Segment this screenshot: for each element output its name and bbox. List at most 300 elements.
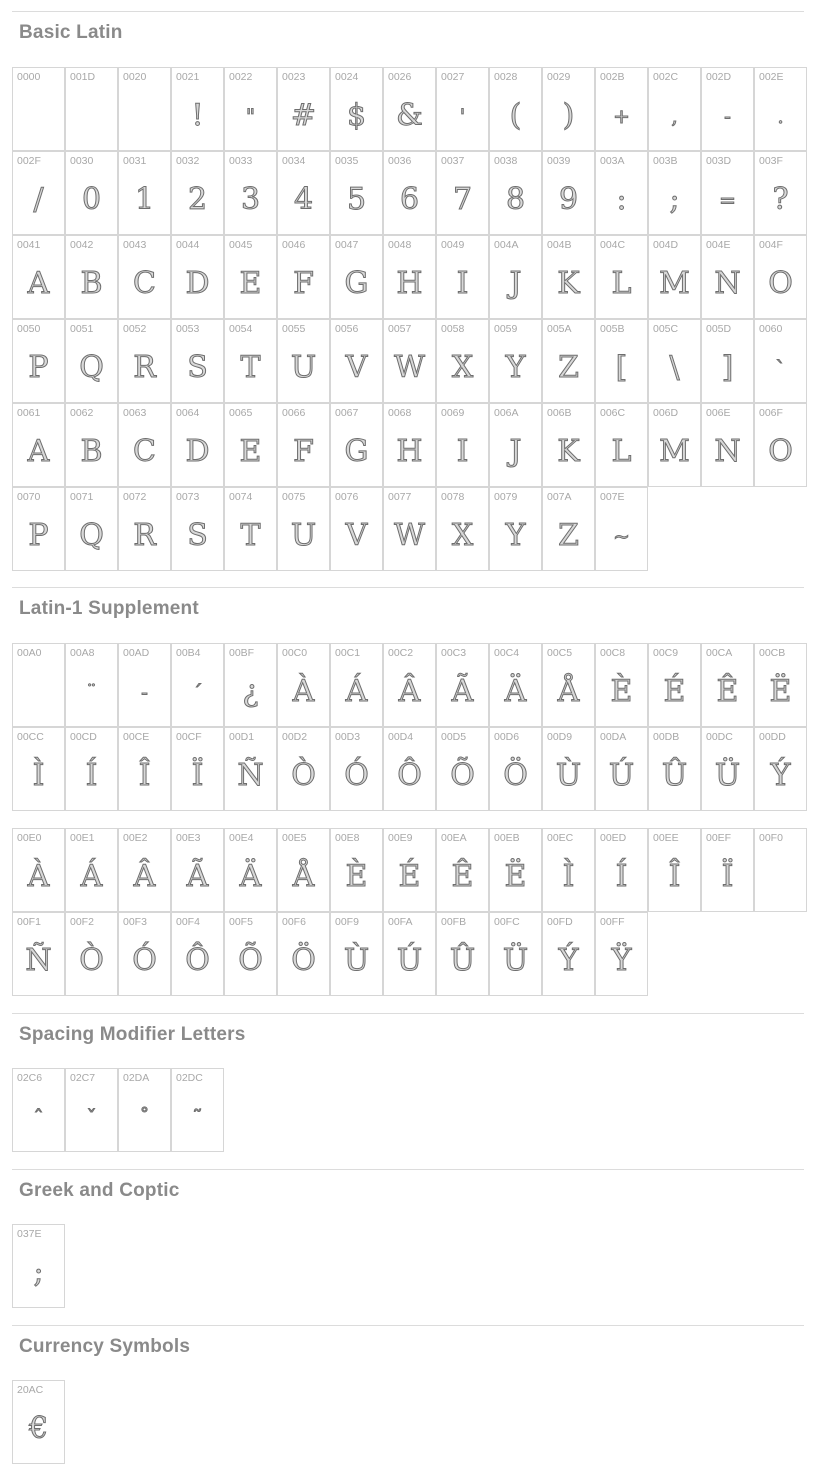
glyph-codepoint: 004A [494,239,519,251]
glyph-codepoint: 0020 [123,71,147,83]
glyph-cell[interactable] [489,319,542,403]
glyph-cell[interactable] [65,912,118,996]
glyph-codepoint: 0043 [123,239,147,251]
glyph-cell[interactable] [277,67,330,151]
glyph-preview: ! [191,98,204,133]
glyph-cell[interactable] [65,828,118,912]
glyph-cell[interactable] [436,643,489,727]
glyph-codepoint: 00F5 [229,916,253,928]
glyph-preview: ˆ [33,1105,44,1129]
glyph-codepoint: 0062 [70,407,94,419]
glyph-codepoint: 00DC [706,731,733,743]
glyph-preview [119,92,170,140]
glyph-cell[interactable] [595,487,648,571]
glyph-cell[interactable] [701,643,754,727]
glyph-codepoint: 00D3 [335,731,361,743]
glyph-codepoint: 0068 [388,407,412,419]
glyph-cell[interactable] [436,235,489,319]
glyph-cell[interactable] [542,319,595,403]
glyph-cell[interactable] [12,1380,65,1464]
glyph-codepoint: 0057 [388,323,412,335]
glyph-codepoint: 00D5 [441,731,467,743]
glyph-cell[interactable] [330,487,383,571]
glyph-cell[interactable] [65,67,118,151]
glyph-cell[interactable] [12,912,65,996]
glyph-preview: N [714,266,741,301]
glyph-preview: Z [558,518,579,553]
glyph-codepoint: 003A [600,155,625,167]
glyph-cell[interactable] [595,151,648,235]
glyph-cell[interactable] [648,403,701,487]
glyph-cell[interactable] [489,67,542,151]
glyph-cell[interactable] [65,235,118,319]
glyph-cell[interactable] [224,151,277,235]
glyph-cell[interactable] [12,235,65,319]
glyph-cell[interactable] [383,487,436,571]
glyph-preview [13,668,64,716]
glyph-cell[interactable] [595,828,648,912]
glyph-cell[interactable] [12,487,65,571]
glyph-cell[interactable] [542,828,595,912]
glyph-cell[interactable] [701,828,754,912]
glyph-preview: Ù [555,758,582,793]
section-divider [12,587,804,588]
glyph-cell[interactable] [12,1068,65,1152]
glyph-cell[interactable] [542,727,595,811]
glyph-preview: Í [85,758,98,793]
glyph-cell[interactable] [118,235,171,319]
glyph-preview: Ï [191,758,204,793]
glyph-cell[interactable] [171,1068,224,1152]
glyph-cell[interactable] [383,643,436,727]
glyph-preview: Y [505,350,526,385]
glyph-cell[interactable] [542,487,595,571]
glyph-codepoint: 0021 [176,71,200,83]
glyph-codepoint: 0074 [229,491,253,503]
glyph-cell[interactable] [224,67,277,151]
glyph-cell[interactable] [595,912,648,996]
glyph-cell[interactable] [65,151,118,235]
glyph-cell[interactable] [118,403,171,487]
glyph-codepoint: 0036 [388,155,412,167]
glyph-cell[interactable] [171,403,224,487]
glyph-cell[interactable] [701,235,754,319]
glyph-codepoint: 00FF [600,916,625,928]
glyph-cell[interactable] [65,319,118,403]
glyph-preview: , [671,104,678,128]
glyph-cell[interactable] [754,151,807,235]
glyph-cell[interactable] [701,403,754,487]
glyph-cell[interactable] [542,151,595,235]
glyph-codepoint: 0076 [335,491,359,503]
glyph-preview: C [133,434,156,469]
glyph-codepoint: 0066 [282,407,306,419]
glyph-cell[interactable] [277,912,330,996]
glyph-codepoint: 00F6 [282,916,306,928]
glyph-cell[interactable] [754,403,807,487]
glyph-cell[interactable] [12,727,65,811]
glyph-codepoint: 0046 [282,239,306,251]
glyph-cell[interactable] [12,151,65,235]
glyph-cell[interactable] [277,151,330,235]
glyph-cell[interactable] [489,727,542,811]
glyph-preview: J [509,266,522,301]
glyph-preview: Í [615,859,628,894]
glyph-cell[interactable] [118,487,171,571]
glyph-preview: ´ [192,680,203,704]
glyph-preview: Z [558,350,579,385]
glyph-preview: 6 [399,182,420,217]
glyph-cell[interactable] [489,403,542,487]
glyph-cell[interactable] [489,151,542,235]
glyph-cell[interactable] [118,828,171,912]
glyph-cell[interactable] [701,727,754,811]
glyph-preview: Å [292,859,315,894]
glyph-cell[interactable] [171,727,224,811]
glyph-cell[interactable] [277,643,330,727]
glyph-codepoint: 00C2 [388,647,414,659]
glyph-codepoint: 004F [759,239,783,251]
glyph-cell[interactable] [330,643,383,727]
glyph-cell[interactable] [224,727,277,811]
glyph-cell[interactable] [754,643,807,727]
glyph-cell[interactable] [12,828,65,912]
glyph-cell[interactable] [224,319,277,403]
glyph-cell[interactable] [330,912,383,996]
glyph-preview: 9 [558,182,579,217]
glyph-cell[interactable] [277,727,330,811]
glyph-cell[interactable] [330,235,383,319]
glyph-codepoint: 002F [17,155,41,167]
glyph-cell[interactable] [118,643,171,727]
glyph-preview: T [240,350,261,385]
glyph-cell[interactable] [65,403,118,487]
glyph-cell[interactable] [542,67,595,151]
glyph-codepoint: 005D [706,323,732,335]
glyph-cell[interactable] [118,151,171,235]
glyph-codepoint: 00CB [759,647,786,659]
glyph-preview: À [27,859,50,894]
glyph-codepoint: 002E [759,71,784,83]
glyph-preview: / [33,182,44,217]
glyph-codepoint: 0060 [759,323,783,335]
glyph-cell[interactable] [648,643,701,727]
glyph-cell[interactable] [12,403,65,487]
glyph-cell[interactable] [595,727,648,811]
glyph-cell[interactable] [436,403,489,487]
glyph-cell[interactable] [701,319,754,403]
glyph-preview: Î [138,758,151,793]
glyph-cell[interactable] [436,319,489,403]
glyph-cell[interactable] [12,67,65,151]
glyph-preview: Ë [769,674,792,709]
glyph-codepoint: 004E [706,239,731,251]
glyph-preview: Â [398,674,421,709]
glyph-cell[interactable] [648,828,701,912]
glyph-codepoint: 00C1 [335,647,361,659]
glyph-codepoint: 004C [600,239,626,251]
glyph-codepoint: 0077 [388,491,412,503]
glyph-preview: Ö [503,758,528,793]
glyph-codepoint: 0075 [282,491,306,503]
glyph-codepoint: 0027 [441,71,465,83]
glyph-cell[interactable] [595,67,648,151]
glyph-preview: Ì [32,758,45,793]
glyph-cell[interactable] [383,403,436,487]
glyph-cell[interactable] [383,319,436,403]
glyph-preview: ¿ [242,674,259,709]
glyph-cell[interactable] [489,235,542,319]
glyph-preview: I [456,266,469,301]
glyph-cell[interactable] [171,235,224,319]
glyph-cell[interactable] [754,235,807,319]
glyph-codepoint: 00F0 [759,832,783,844]
glyph-codepoint: 0022 [229,71,253,83]
glyph-cell[interactable] [171,828,224,912]
glyph-cell[interactable] [383,727,436,811]
glyph-codepoint: 0061 [17,407,41,419]
glyph-preview [755,853,806,901]
glyph-cell[interactable] [12,643,65,727]
glyph-preview: Õ [450,758,475,793]
glyph-cell[interactable] [436,828,489,912]
glyph-codepoint: 02DA [123,1072,150,1084]
glyph-codepoint: 00D2 [282,731,308,743]
glyph-codepoint: 0042 [70,239,94,251]
glyph-cell[interactable] [754,67,807,151]
glyph-cell[interactable] [648,727,701,811]
glyph-cell[interactable] [489,487,542,571]
glyph-codepoint: 0028 [494,71,518,83]
glyph-codepoint: 00D6 [494,731,520,743]
glyph-preview: I [456,434,469,469]
glyph-preview: ˚ [139,1105,150,1129]
glyph-preview: Ó [132,943,157,978]
glyph-cell[interactable] [436,151,489,235]
glyph-preview: + [613,104,630,128]
glyph-cell[interactable] [383,828,436,912]
glyph-preview: Ú [608,758,635,793]
glyph-codepoint: 0069 [441,407,465,419]
glyph-preview: Ý [770,758,791,793]
glyph-cell[interactable] [224,643,277,727]
section-title: Spacing Modifier Letters [19,1024,246,1045]
glyph-codepoint: 00E3 [176,832,201,844]
glyph-cell[interactable] [383,912,436,996]
glyph-preview: T [240,518,261,553]
glyph-codepoint: 00F1 [17,916,41,928]
glyph-preview: ˇ [86,1105,97,1129]
glyph-preview: - [141,680,148,704]
glyph-cell[interactable] [436,727,489,811]
glyph-cell[interactable] [224,487,277,571]
glyph-cell[interactable] [118,912,171,996]
glyph-cell[interactable] [277,319,330,403]
glyph-cell[interactable] [701,151,754,235]
glyph-cell[interactable] [277,828,330,912]
glyph-cell[interactable] [595,643,648,727]
glyph-preview: F [293,266,314,301]
glyph-codepoint: 0038 [494,155,518,167]
glyph-cell[interactable] [171,487,224,571]
glyph-codepoint: 006A [494,407,519,419]
glyph-cell[interactable] [754,319,807,403]
glyph-cell[interactable] [436,487,489,571]
glyph-codepoint: 02DC [176,1072,203,1084]
glyph-cell[interactable] [436,67,489,151]
glyph-preview: ; [669,182,680,217]
glyph-cell[interactable] [65,487,118,571]
glyph-preview: X [451,518,474,553]
glyph-preview: ~ [613,524,630,548]
glyph-codepoint: 0079 [494,491,518,503]
glyph-codepoint: 00FD [547,916,573,928]
glyph-cell[interactable] [383,151,436,235]
glyph-codepoint: 00ED [600,832,627,844]
glyph-preview [66,92,117,140]
glyph-preview: Ü [502,943,529,978]
glyph-cell[interactable] [12,1224,65,1308]
glyph-cell[interactable] [12,319,65,403]
glyph-preview: P [28,350,49,385]
glyph-cell[interactable] [65,1068,118,1152]
glyph-cell[interactable] [489,643,542,727]
glyph-preview: 0 [81,182,102,217]
glyph-codepoint: 0031 [123,155,147,167]
section-title: Greek and Coptic [19,1180,180,1201]
glyph-preview: Ä [504,674,527,709]
glyph-preview: ¨ [86,680,97,704]
glyph-cell[interactable] [330,319,383,403]
glyph-cell[interactable] [330,828,383,912]
glyph-preview: D [185,266,210,301]
glyph-preview: Q [79,350,104,385]
glyph-cell[interactable] [171,319,224,403]
glyph-codepoint: 0048 [388,239,412,251]
glyph-cell[interactable] [595,319,648,403]
glyph-cell[interactable] [648,319,701,403]
glyph-preview: 4 [293,182,314,217]
glyph-cell[interactable] [701,67,754,151]
glyph-preview: Ó [344,758,369,793]
glyph-codepoint: 00E1 [70,832,95,844]
glyph-codepoint: 00E2 [123,832,148,844]
glyph-codepoint: 0058 [441,323,465,335]
glyph-codepoint: 0073 [176,491,200,503]
glyph-cell[interactable] [330,151,383,235]
glyph-cell[interactable] [489,912,542,996]
glyph-preview: X [451,350,474,385]
glyph-codepoint: 037E [17,1228,42,1240]
glyph-cell[interactable] [754,727,807,811]
glyph-preview: ' [459,104,466,128]
glyph-codepoint: 00AD [123,647,150,659]
glyph-codepoint: 0059 [494,323,518,335]
glyph-preview: B [80,434,103,469]
glyph-preview: W [394,518,425,553]
glyph-cell[interactable] [65,643,118,727]
glyph-cell[interactable] [224,235,277,319]
glyph-codepoint: 0026 [388,71,412,83]
glyph-preview: Ì [562,859,575,894]
glyph-codepoint: 00DD [759,731,786,743]
glyph-cell[interactable] [118,319,171,403]
glyph-cell[interactable] [754,828,807,912]
glyph-cell[interactable] [65,727,118,811]
glyph-cell[interactable] [118,67,171,151]
glyph-cell[interactable] [118,1068,171,1152]
glyph-preview: È [610,674,633,709]
glyph-codepoint: 00CA [706,647,733,659]
glyph-cell[interactable] [436,912,489,996]
glyph-codepoint: 0035 [335,155,359,167]
glyph-preview: Ò [291,758,316,793]
glyph-codepoint: 007A [547,491,572,503]
glyph-cell[interactable] [542,235,595,319]
glyph-cell[interactable] [224,403,277,487]
glyph-cell[interactable] [542,403,595,487]
glyph-codepoint: 003B [653,155,678,167]
glyph-cell[interactable] [595,403,648,487]
glyph-codepoint: 0050 [17,323,41,335]
glyph-preview: = [719,188,736,212]
glyph-cell[interactable] [489,828,542,912]
glyph-cell[interactable] [171,151,224,235]
glyph-preview: O [768,266,793,301]
glyph-cell[interactable] [595,235,648,319]
glyph-preview: S [187,518,208,553]
glyph-preview: ] [721,350,734,385]
glyph-cell[interactable] [277,235,330,319]
glyph-codepoint: 0044 [176,239,200,251]
glyph-cell[interactable] [118,727,171,811]
glyph-preview: L [611,434,632,469]
glyph-preview: J [509,434,522,469]
glyph-codepoint: 0041 [17,239,41,251]
glyph-preview: D [185,434,210,469]
glyph-preview: ( [509,98,522,133]
glyph-codepoint: 00E8 [335,832,360,844]
glyph-cell[interactable] [171,67,224,151]
glyph-cell[interactable] [171,643,224,727]
glyph-preview: H [396,266,423,301]
glyph-cell[interactable] [330,67,383,151]
glyph-cell[interactable] [330,403,383,487]
glyph-codepoint: 00C8 [600,647,626,659]
glyph-preview: Á [345,674,368,709]
glyph-cell[interactable] [542,643,595,727]
glyph-cell[interactable] [383,235,436,319]
glyph-codepoint: 00D9 [547,731,573,743]
glyph-cell[interactable] [648,151,701,235]
glyph-cell[interactable] [383,67,436,151]
glyph-cell[interactable] [648,235,701,319]
glyph-codepoint: 0033 [229,155,253,167]
glyph-codepoint: 00B4 [176,647,201,659]
glyph-codepoint: 0039 [547,155,571,167]
glyph-cell[interactable] [330,727,383,811]
glyph-cell[interactable] [224,828,277,912]
glyph-preview: Ü [714,758,741,793]
glyph-cell[interactable] [224,912,277,996]
glyph-cell[interactable] [648,67,701,151]
glyph-cell[interactable] [171,912,224,996]
glyph-codepoint: 0064 [176,407,200,419]
glyph-cell[interactable] [542,912,595,996]
glyph-cell[interactable] [277,403,330,487]
glyph-preview: Y [505,518,526,553]
glyph-cell[interactable] [277,487,330,571]
